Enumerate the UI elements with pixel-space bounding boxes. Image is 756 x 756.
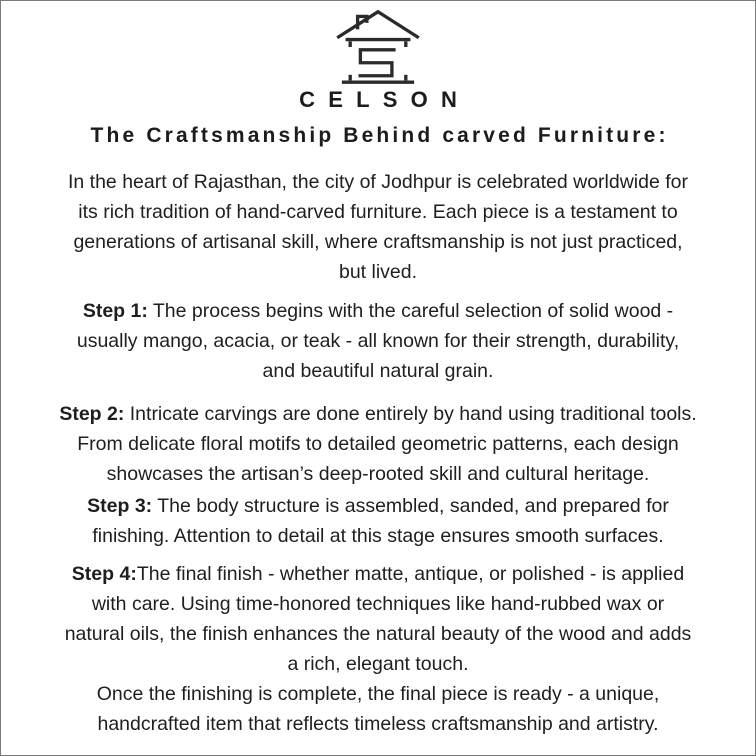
step-line: and beautiful natural grain. (262, 360, 494, 382)
closing-paragraph (11, 679, 745, 739)
step-line: showcases the artisan’s deep-rooted skill and cultural heritage. (106, 463, 650, 485)
closing-line: handcrafted item that reflects timeless craftsmanship and artistry. (97, 713, 659, 735)
step-4-label: Step 4: (71, 563, 137, 585)
step-line (11, 491, 745, 521)
step-line (11, 296, 745, 326)
intro-line: generations of artisanal skill, where craftsmanship is not just practiced, (73, 231, 683, 253)
card-content (1, 9, 755, 739)
intro-line: its rich tradition of hand-carved furniture. Each piece is a testament to (78, 201, 678, 223)
step-1-label: Step 1: (82, 300, 148, 322)
house-with-s-monogram-icon (322, 9, 434, 85)
intro-paragraph (11, 167, 745, 287)
page-title: The Craftsmanship Behind carved Furniture: (90, 124, 669, 147)
step-line: with care. Using time-honored techniques like hand-rubbed wax or (91, 593, 665, 615)
step-line: finishing. Attention to detail at this stage ensures smooth surfaces. (92, 525, 664, 547)
step-1-text: The process begins with the careful selection of solid wood - (147, 300, 674, 322)
intro-line: but lived. (338, 261, 418, 283)
step-line: a rich, elegant touch. (287, 653, 469, 675)
step-line: natural oils, the finish enhances the natural beauty of the wood and adds (64, 623, 692, 645)
step-line: From delicate floral motifs to detailed geometric patterns, each design (77, 433, 679, 455)
step-4-paragraph (11, 559, 745, 679)
step-line: usually mango, acacia, or teak - all known for their strength, durability, (76, 330, 680, 352)
intro-line: In the heart of Rajasthan, the city of Jodhpur is celebrated worldwide for (67, 171, 688, 193)
step-2-text: Intricate carvings are done entirely by hand using traditional tools. (124, 403, 697, 425)
step-2-label: Step 2: (59, 403, 125, 425)
step-3-paragraph (11, 491, 745, 551)
closing-line: Once the finishing is complete, the final piece is ready - a unique, (96, 683, 660, 705)
step-4-text: The final finish - whether matte, antique, or polished - is applied (136, 563, 685, 585)
brand-logo (11, 9, 745, 85)
step-2-paragraph (11, 399, 745, 489)
step-3-text: The body structure is assembled, sanded, and prepared for (152, 495, 669, 517)
brand-name: CELSON (299, 87, 471, 112)
step-line (11, 559, 745, 589)
step-line (11, 399, 745, 429)
step-3-label: Step 3: (87, 495, 153, 517)
step-1-paragraph (11, 296, 745, 386)
